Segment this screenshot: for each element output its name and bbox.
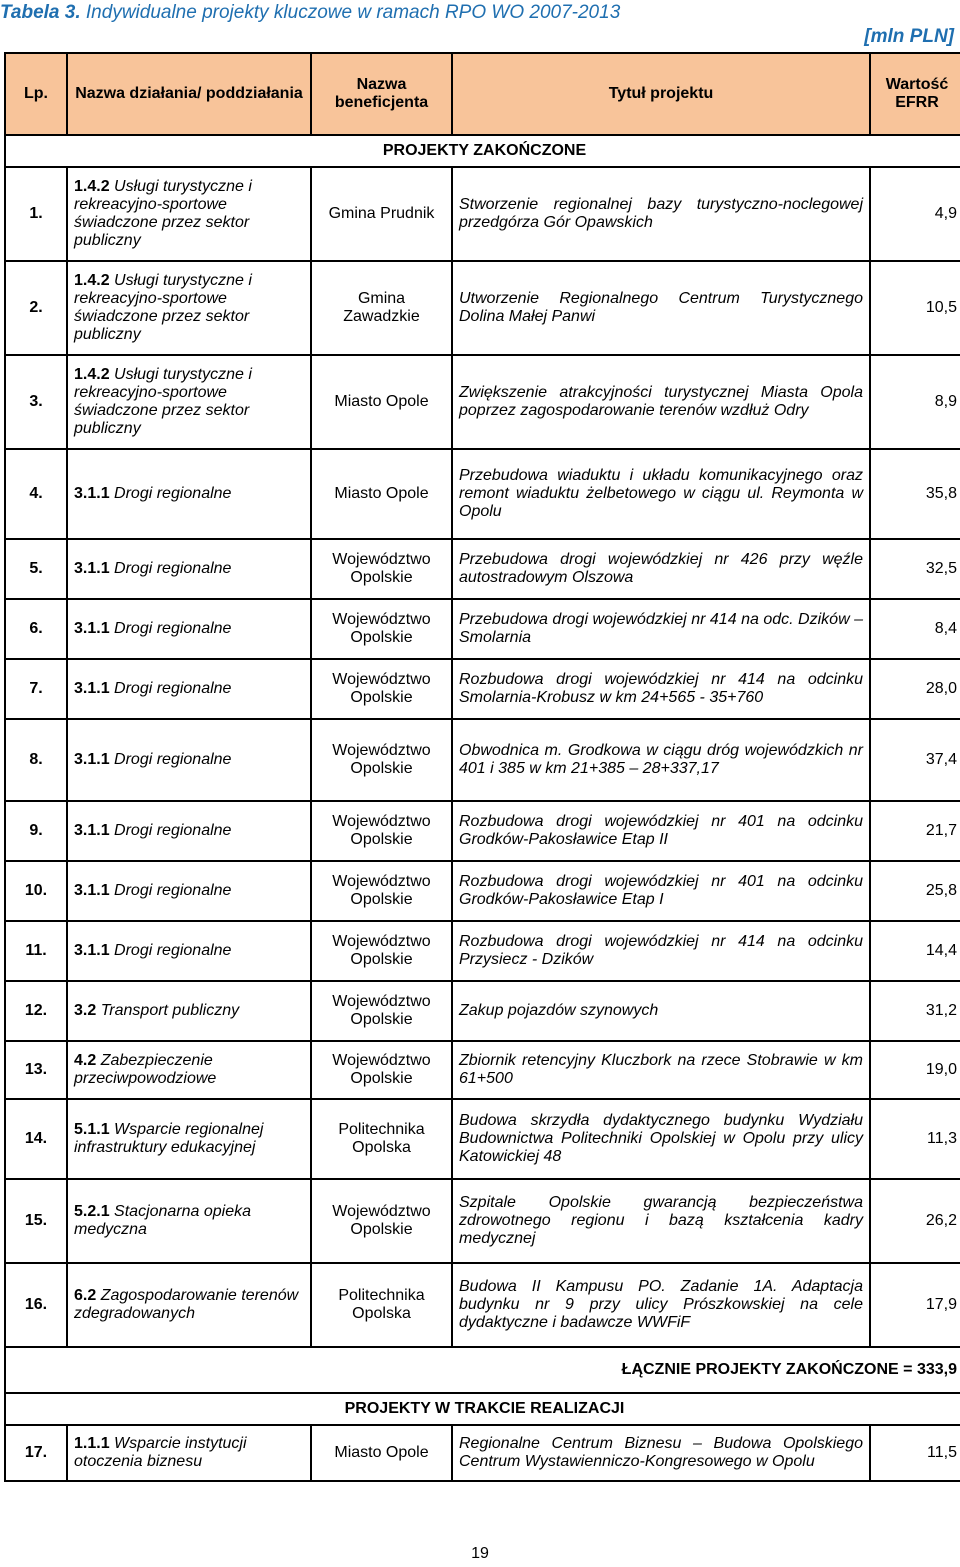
cell-title: Regionalne Centrum Biznesu – Budowa Opolskiego Centrum Wystawienniczo-Kongresowego w Opolu: [452, 1425, 870, 1481]
action-name: Stacjonarna opieka medyczna: [74, 1203, 252, 1238]
cell-value: 37,4: [870, 719, 960, 801]
header-title: Tytuł projektu: [452, 53, 870, 135]
cell-action: [67, 719, 311, 801]
cell-lp: 14.: [5, 1099, 67, 1179]
action-code: 1.4.2: [74, 366, 110, 383]
cell-title: Szpitale Opolskie gwarancją bezpieczeństwa zdrowotnego regionu i bazą kształcenia kadry medycznej: [452, 1179, 870, 1263]
action-code: 1.1.1: [74, 1435, 110, 1452]
cell-title: Utworzenie Regionalnego Centrum Turystycznego Dolina Małej Panwi: [452, 261, 870, 355]
action-name: Zagospodarowanie terenów zdegradowanych: [74, 1287, 299, 1322]
cell-value: 35,8: [870, 449, 960, 539]
cell-lp: 8.: [5, 719, 67, 801]
cell-lp: 2.: [5, 261, 67, 355]
section-in-progress-row: [5, 1393, 960, 1425]
action-code: 3.1.1: [74, 485, 110, 502]
cell-title: Zbiornik retencyjny Kluczbork na rzece Stobrawie w km 61+500: [452, 1041, 870, 1099]
cell-action: [67, 801, 311, 861]
table-row: [5, 981, 960, 1041]
cell-title: Rozbudowa drogi wojewódzkiej nr 414 na odcinku Smolarnia-Krobusz w km 24+565 - 35+760: [452, 659, 870, 719]
cell-lp: 6.: [5, 599, 67, 659]
cell-action: [67, 261, 311, 355]
cell-action: [67, 1179, 311, 1263]
action-name: Drogi regionalne: [114, 751, 232, 768]
cell-value: 21,7: [870, 801, 960, 861]
table-row: [5, 1099, 960, 1179]
unit-label: [mln PLN]: [864, 26, 954, 47]
action-code: 1.4.2: [74, 178, 110, 195]
header-row: [5, 53, 960, 135]
cell-beneficiary: Gmina Prudnik: [311, 167, 452, 261]
cell-beneficiary: Województwo Opolskie: [311, 921, 452, 981]
table-row: [5, 801, 960, 861]
cell-action: [67, 1099, 311, 1179]
cell-action: [67, 1041, 311, 1099]
cell-beneficiary: Województwo Opolskie: [311, 539, 452, 599]
cell-action: [67, 167, 311, 261]
action-name: Usługi turystyczne i rekreacyjno-sportowe świadczone przez sektor publiczny: [74, 178, 252, 249]
table-caption: [0, 2, 620, 24]
cell-title: Rozbudowa drogi wojewódzkiej nr 414 na odcinku Przysiecz - Dzików: [452, 921, 870, 981]
cell-beneficiary: Województwo Opolskie: [311, 1179, 452, 1263]
cell-lp: 11.: [5, 921, 67, 981]
action-code: 3.1.1: [74, 822, 110, 839]
header-beneficiary: Nazwa beneficjenta: [311, 53, 452, 135]
cell-lp: 15.: [5, 1179, 67, 1263]
cell-beneficiary: Województwo Opolskie: [311, 801, 452, 861]
cell-beneficiary: Politechnika Opolska: [311, 1263, 452, 1347]
cell-action: [67, 921, 311, 981]
cell-value: 10,5: [870, 261, 960, 355]
action-name: Drogi regionalne: [114, 882, 232, 899]
action-name: Zabezpieczenie przeciwpowodziowe: [74, 1052, 217, 1087]
table-row: [5, 1041, 960, 1099]
cell-lp: 4.: [5, 449, 67, 539]
caption-text: Indywidualne projekty kluczowe w ramach RPO WO 2007-2013: [85, 2, 621, 23]
table-row: [5, 261, 960, 355]
cell-lp: 10.: [5, 861, 67, 921]
cell-value: 25,8: [870, 861, 960, 921]
cell-beneficiary: Politechnika Opolska: [311, 1099, 452, 1179]
table-row: [5, 1425, 960, 1481]
cell-action: [67, 659, 311, 719]
action-code: 3.2: [74, 1002, 97, 1019]
cell-title: Budowa skrzydła dydaktycznego budynku Wydziału Budownictwa Politechniki Opolskiej w Opolu przy ulicy Katowickiej 48: [452, 1099, 870, 1179]
header-lp: Lp.: [5, 53, 67, 135]
action-code: 3.1.1: [74, 751, 110, 768]
action-name: Drogi regionalne: [114, 822, 232, 839]
action-code: 1.4.2: [74, 272, 110, 289]
cell-action: [67, 981, 311, 1041]
cell-action: [67, 599, 311, 659]
header-action: Nazwa działania/ poddziałania: [67, 53, 311, 135]
action-name: Drogi regionalne: [114, 680, 232, 697]
cell-title: Przebudowa wiaduktu i układu komunikacyjnego oraz remont wiaduktu żelbetowego w ciągu ul. Reymonta w Opolu: [452, 449, 870, 539]
completed-total-row: [5, 1347, 960, 1393]
cell-title: Przebudowa drogi wojewódzkiej nr 426 przy węźle autostradowym Olszowa: [452, 539, 870, 599]
table-row: [5, 861, 960, 921]
table-row: [5, 719, 960, 801]
cell-value: 17,9: [870, 1263, 960, 1347]
cell-value: 32,5: [870, 539, 960, 599]
cell-beneficiary: Miasto Opole: [311, 355, 452, 449]
table-row: [5, 599, 960, 659]
action-name: Wsparcie instytucji otoczenia biznesu: [74, 1435, 247, 1470]
cell-action: [67, 449, 311, 539]
section-completed: PROJEKTY ZAKOŃCZONE: [5, 135, 960, 167]
cell-beneficiary: Województwo Opolskie: [311, 1041, 452, 1099]
action-name: Usługi turystyczne i rekreacyjno-sportowe świadczone przez sektor publiczny: [74, 366, 252, 437]
cell-beneficiary: Województwo Opolskie: [311, 719, 452, 801]
header-value: Wartość EFRR: [870, 53, 960, 135]
cell-title: Przebudowa drogi wojewódzkiej nr 414 na odc. Dzików – Smolarnia: [452, 599, 870, 659]
cell-action: [67, 861, 311, 921]
section-in-progress: PROJEKTY W TRAKCIE REALIZACJI: [5, 1393, 960, 1425]
cell-title: Rozbudowa drogi wojewódzkiej nr 401 na odcinku Grodków-Pakosławice Etap I: [452, 861, 870, 921]
cell-value: 11,5: [870, 1425, 960, 1481]
cell-action: [67, 355, 311, 449]
cell-title: Stworzenie regionalnej bazy turystyczno-noclegowej przedgórza Gór Opawskich: [452, 167, 870, 261]
action-name: Wsparcie regionalnej infrastruktury edukacyjnej: [74, 1121, 264, 1156]
cell-value: 11,3: [870, 1099, 960, 1179]
action-code: 5.2.1: [74, 1203, 110, 1220]
action-code: 3.1.1: [74, 942, 110, 959]
cell-title: Obwodnica m. Grodkowa w ciągu dróg wojewódzkich nr 401 i 385 w km 21+385 – 28+337,17: [452, 719, 870, 801]
action-code: 3.1.1: [74, 560, 110, 577]
cell-title: Budowa II Kampusu PO. Zadanie 1A. Adaptacja budynku nr 9 przy ulicy Prószkowskiej na cele dydaktyczne i badawcze WWFiF: [452, 1263, 870, 1347]
table-row: [5, 167, 960, 261]
table-row: [5, 539, 960, 599]
cell-value: 31,2: [870, 981, 960, 1041]
cell-beneficiary: Miasto Opole: [311, 1425, 452, 1481]
cell-title: Zakup pojazdów szynowych: [452, 981, 870, 1041]
cell-value: 19,0: [870, 1041, 960, 1099]
cell-value: 4,9: [870, 167, 960, 261]
table-row: [5, 659, 960, 719]
action-code: 5.1.1: [74, 1121, 110, 1138]
page-number: 19: [471, 1545, 489, 1562]
action-name: Drogi regionalne: [114, 560, 232, 577]
action-name: Drogi regionalne: [114, 620, 232, 637]
action-code: 3.1.1: [74, 680, 110, 697]
cell-lp: 16.: [5, 1263, 67, 1347]
cell-beneficiary: Gmina Zawadzkie: [311, 261, 452, 355]
cell-lp: 1.: [5, 167, 67, 261]
cell-value: 28,0: [870, 659, 960, 719]
action-name: Drogi regionalne: [114, 942, 232, 959]
action-name: Drogi regionalne: [114, 485, 232, 502]
cell-lp: 13.: [5, 1041, 67, 1099]
action-code: 4.2: [74, 1052, 97, 1069]
action-name: Usługi turystyczne i rekreacyjno-sportowe świadczone przez sektor publiczny: [74, 272, 252, 343]
projects-table: [4, 52, 960, 1482]
cell-lp: 3.: [5, 355, 67, 449]
cell-value: 14,4: [870, 921, 960, 981]
action-code: 6.2: [74, 1287, 97, 1304]
table-row: [5, 921, 960, 981]
cell-lp: 9.: [5, 801, 67, 861]
cell-beneficiary: Miasto Opole: [311, 449, 452, 539]
action-code: 3.1.1: [74, 620, 110, 637]
cell-title: Rozbudowa drogi wojewódzkiej nr 401 na odcinku Grodków-Pakosławice Etap II: [452, 801, 870, 861]
cell-action: [67, 1425, 311, 1481]
cell-beneficiary: Województwo Opolskie: [311, 981, 452, 1041]
table-row: [5, 1179, 960, 1263]
cell-beneficiary: Województwo Opolskie: [311, 659, 452, 719]
cell-lp: 7.: [5, 659, 67, 719]
section-completed-row: [5, 135, 960, 167]
table-row: [5, 355, 960, 449]
cell-lp: 5.: [5, 539, 67, 599]
cell-value: 8,9: [870, 355, 960, 449]
cell-beneficiary: Województwo Opolskie: [311, 861, 452, 921]
cell-title: Zwiększenie atrakcyjności turystycznej Miasta Opola poprzez zagospodarowanie terenów wzdłuż Odry: [452, 355, 870, 449]
cell-beneficiary: Województwo Opolskie: [311, 599, 452, 659]
cell-action: [67, 1263, 311, 1347]
cell-lp: 17.: [5, 1425, 67, 1481]
caption-label: Tabela 3.: [0, 2, 81, 23]
cell-action: [67, 539, 311, 599]
cell-value: 8,4: [870, 599, 960, 659]
table-row: [5, 449, 960, 539]
cell-lp: 12.: [5, 981, 67, 1041]
table-row: [5, 1263, 960, 1347]
cell-value: 26,2: [870, 1179, 960, 1263]
action-code: 3.1.1: [74, 882, 110, 899]
completed-total: ŁĄCZNIE PROJEKTY ZAKOŃCZONE = 333,9: [5, 1347, 960, 1393]
action-name: Transport publiczny: [100, 1002, 240, 1019]
